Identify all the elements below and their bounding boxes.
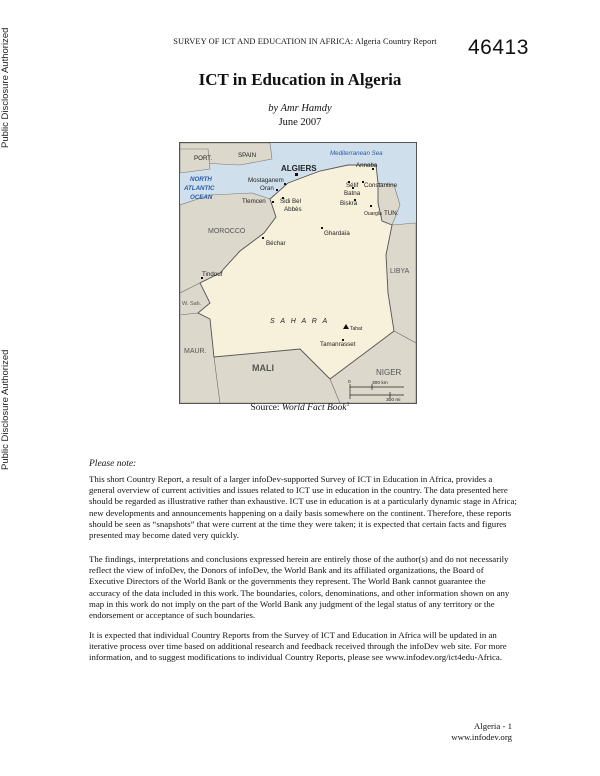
source-footnote-marker: 1 [346,402,350,408]
byline: by Amr Hamdy [268,103,332,114]
page-title: ICT in Education in Algeria [198,70,402,89]
source-name: World Fact Book [281,403,347,414]
label-atlantic: ATLANTIC [184,185,215,192]
label-libya: LIBYA [390,268,410,275]
label-abbes: Abbès [284,206,302,213]
footer-page-number: Algeria - 1 [473,721,512,731]
label-tlemcen: Tlemcen [242,198,266,205]
scale-km-label: 300 km [372,381,388,386]
paragraph-disclaimer: The findings, interpretations and conclusions expressed herein are entirely those of the author(s) and do not necessarily reflect the view of infoDev, the Donors of infoDev, the World Bank and its affiliated organizations, the Board of Executive Directors of the World Bank or the governments they represent. The World Bank cannot guarantee the accuracy of the data included in this work. The boundaries, colors, denominations, and other information shown on any map in this work do not imply on the part of the World Bank any judgment of the legal status of any territory or the endorsement or acceptance of such boundaries. [89,554,510,621]
note-label: Please note: [89,459,137,469]
footer-website: www.infodev.org [451,732,512,742]
label-oran: Oran [260,185,274,192]
label-tun: TUN. [384,210,399,217]
map-source-caption [0,402,600,413]
label-annaba: Annaba [356,162,378,169]
city-marker-ghardaia [321,227,323,229]
label-med-sea: Mediterranean Sea [330,150,383,157]
city-marker-bechar [262,237,264,239]
source-prefix: Source: [250,403,282,414]
label-port: PORT. [194,155,213,162]
algeria-map [179,142,417,404]
label-morocco: MOROCCO [208,228,246,235]
paragraph-updates: It is expected that individual Country Reports from the Survey of ICT and Education in Africa will be updated in an iterative process over time based on additional research and feedback received through the infoDev web site. For more information, and to suggest modifications to individual Country Reports, please see www.infodev.org/ict4edu-Africa. [89,630,507,663]
side-stamp-bottom: Public Disclosure Authorized [0,349,11,470]
running-header: SURVEY OF ICT AND EDUCATION IN AFRICA: Algeria Country Report [173,37,437,46]
label-biskra: Biskra [340,200,358,207]
label-constantine: Constantine [364,182,398,189]
scale-mi-label: 300 mi [386,398,401,403]
label-spain: SPAIN [238,152,257,159]
label-mostaganem: Mostaganem [248,177,284,184]
label-bechar: Béchar [266,240,286,247]
label-sahara: S A H A R A [270,318,330,325]
publication-date: June 2007 [278,117,322,128]
label-mauritania: MAUR. [184,348,207,355]
label-ouargla: Ouargla [364,211,382,217]
scale-zero-label: 0 [348,380,351,385]
city-marker-tlemcen [272,201,274,203]
label-ocean: OCEAN [190,194,213,201]
city-marker-algiers [295,173,298,176]
label-north: NORTH [190,176,212,183]
algeria-map-svg [180,143,416,403]
city-marker-oran [276,189,278,191]
city-marker-ouargla [370,205,372,207]
label-tamanrasset: Tamanrasset [320,341,356,348]
label-algiers: ALGIERS [281,164,317,173]
label-tindouf: Tindouf [202,271,223,278]
side-stamp-top: Public Disclosure Authorized [0,27,11,148]
city-marker-mostaganem [284,183,286,185]
label-batna: Batna [344,190,361,197]
document-number: 46413 [468,36,529,59]
paragraph-country-report: This short Country Report, a result of a larger infoDev-supported Survey of ICT in Education in Africa, provides a general overview of current activities and issues related to ICT use in education in the country. The data presented here should be regarded as illustrative rather than exhaustive. ICT use in education is at a particularly dynamic stage in Africa; new developments and announcements happening on a daily basis somewhere on the continent. Therefore, these reports should be seen as “snapshots” that were current at the time they were taken; it is expected that certain facts and figures presented may become dated very quickly. [89,474,517,541]
label-western-sahara: W. Sah. [182,301,202,307]
label-ghardaia: Ghardaïa [324,230,350,237]
label-mali: MALI [252,363,274,373]
label-tahat: Tahat [350,326,363,332]
label-sidi-bel: Sidi Bel [280,198,301,205]
label-setif: Sétif [346,182,359,189]
label-niger: NIGER [376,368,402,377]
